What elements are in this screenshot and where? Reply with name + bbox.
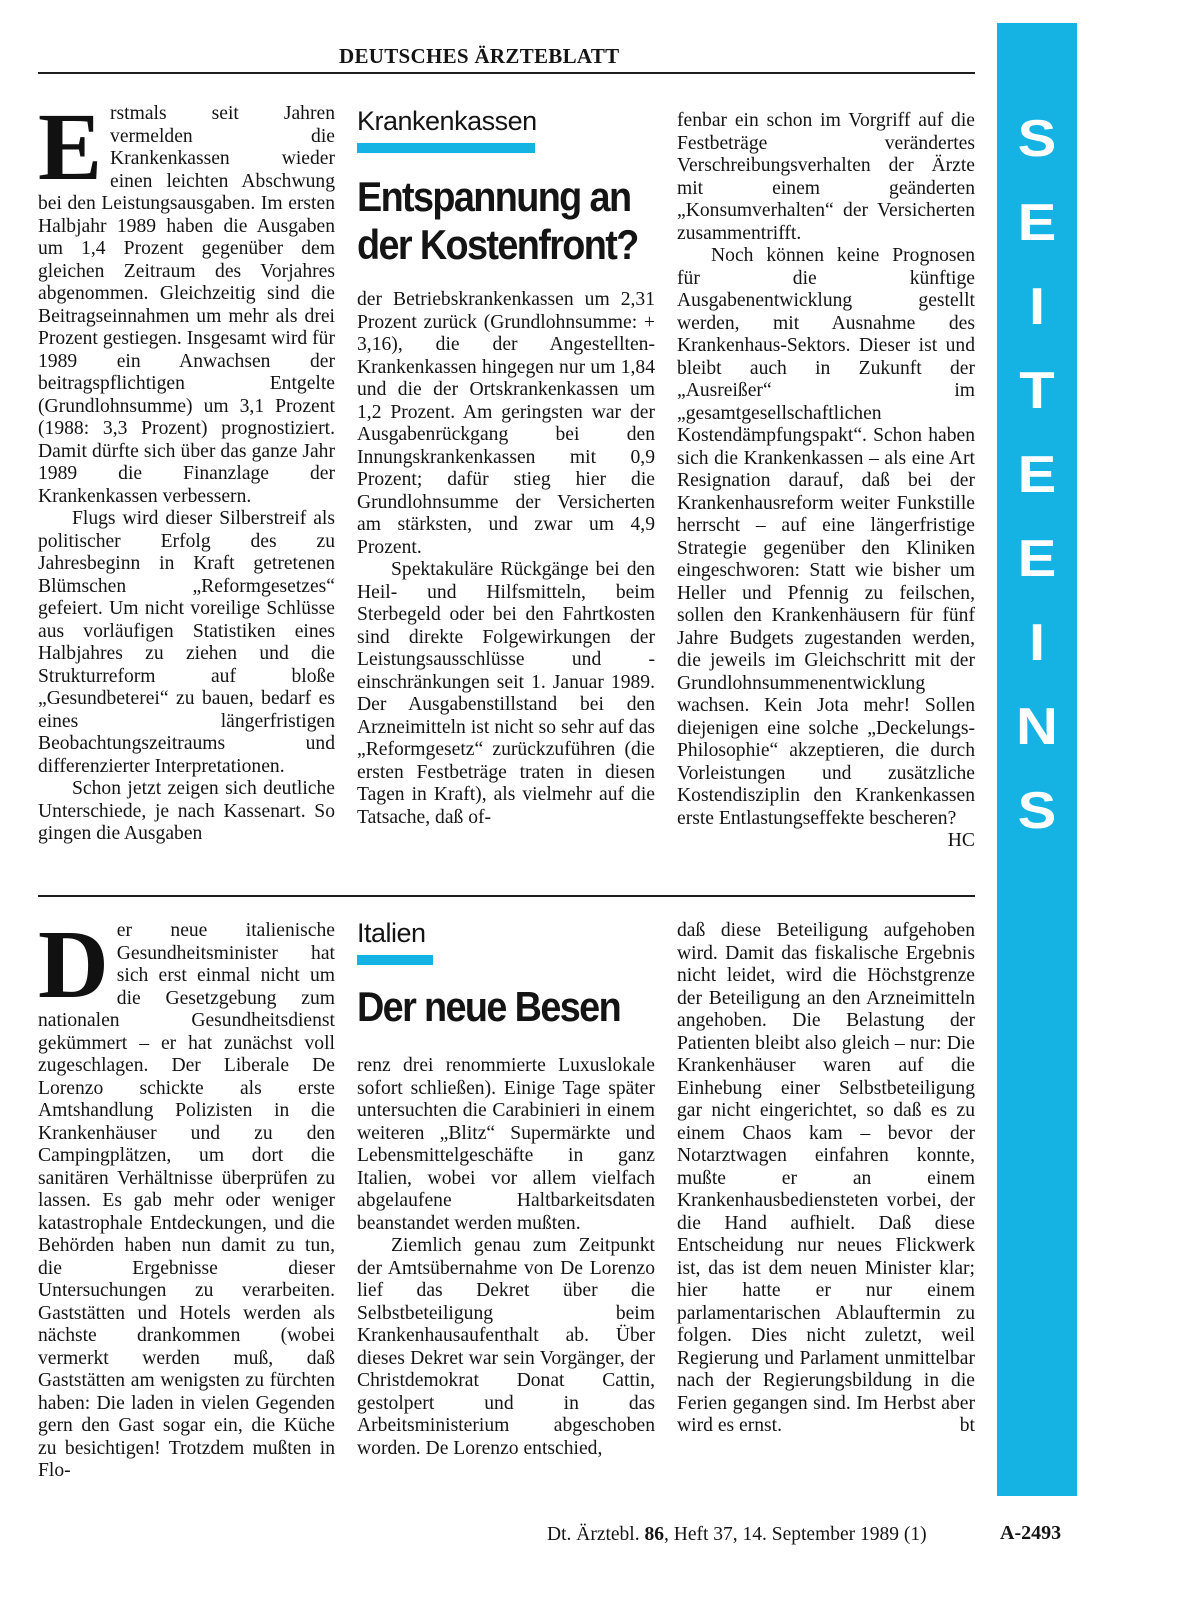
footer-journal: Dt. Ärztebl. <box>547 1524 640 1545</box>
article2-paragraph-text: daß diese Beteiligung aufgehoben wird. Damit das fiskalische Ergebnis nicht leidet, wird die Höchstgrenze der Beteiligung an den Arzneimitteln angehoben. Die Belastung der Patienten bleibt also gleich – nur: Die Krankenhäuser waren auf die Einhebung einer Selbstbeteiligung gar nicht eingerichtet, so daß es zu einem Chaos kam – bevor der Notarztwagen einfahren konnte, mußte er an einem Krankenhausbediensteten vorbei, der die Hand aufhielt. Daß diese Entscheidung nur neues Flickwerk ist, das ist dem neuen Minister klar; hier hatte er nur einem parlamentarischen Ablauftermin zu folgen. Dies nicht zuletzt, weil Regierung und Parlament unmittelbar nach der Regierungsbildung in die Ferien gegangen sind. Im Herbst aber wird es ernst. <box>677 920 975 1436</box>
sidebar-letter: I <box>1028 613 1046 672</box>
article1-header <box>357 106 657 269</box>
article1-kicker: Krankenkassen <box>357 106 537 136</box>
footer-volume: 86 <box>644 1524 664 1545</box>
kicker-bar <box>357 143 535 153</box>
article1-headline-line: Entspannung an <box>357 173 631 220</box>
article2-paragraph: renz drei renommierte Luxuslokale sofort schließen). Einige Tage später untersuchten die Carabinieri in einem weiteren „Blitz“ Supermärkte und Lebensmittelgeschäfte in ganz Italien, wobei vor allem vielfach abgelaufene Haltbarkeitsdaten beanstandet werden mußten. <box>357 1055 655 1234</box>
article1-paragraph: Spektakuläre Rückgänge bei den Heil- und Hilfsmitteln, beim Sterbegeld oder bei den Fahrtkosten sind direkte Folgewirkungen der Leistungsausschlüsse und -einschränkungen seit 1. Januar 1989. Der Ausgabenstillstand bei den Arzneimitteln ist nicht so sehr auf das „Reformgesetz“ zurückzuführen (die ersten Festbeträge traten in diesen Tagen in Kraft), als vielmehr auf die Tatsache, daß of- <box>357 559 655 828</box>
article1-paragraph: der Betriebskrankenkassen um 2,31 Prozent zurück (Grundlohnsumme: + 3,16), die der Angestellten-Krankenkassen hingegen nur um 1,84 und die der Ortskrankenkassen um 1,2 Prozent. Am geringsten war der Ausgabenrückgang bei den Innungskrankenkassen mit 0,9 Prozent; dafür stieg hier die Grundlohnsumme der Versicherten am stärksten, und zwar um 4,9 Prozent. <box>357 289 655 558</box>
article2-paragraph <box>677 920 975 1438</box>
article-divider <box>38 895 975 897</box>
article1-paragraph <box>677 245 975 851</box>
article1-dropcap: E <box>38 93 103 200</box>
seite-eins-sidebar <box>997 23 1077 1496</box>
article1-column-3 <box>677 110 975 853</box>
article1-column-2 <box>357 289 655 829</box>
article1-column-1 <box>38 93 335 846</box>
page-number: A-2493 <box>1000 1522 1062 1544</box>
article2-dropcap: D <box>38 911 109 1019</box>
article2-column-1 <box>38 911 335 1483</box>
masthead-rule <box>38 72 975 74</box>
article1-paragraph: rstmals seit Jahren vermelden die Krankenkassen wieder einen leichten Abschwung bei den Leistungsausgaben. Im ersten Halbjahr 1989 haben die Ausgaben um 1,4 Prozent gegenüber dem gleichen Zeitraum des Vorjahres abgenommen. Gleichzeitig sind die Beitragseinnahmen um mehr als drei Prozent gestiegen. Insgesamt wird für 1989 ein Anwachsen der beitragspflichtigen Entgelte (Grundlohnsumme) um 3,1 Prozent (1988: 3,3 Prozent) prognostiziert. Damit dürfte sich über das ganze Jahr 1989 die Finanzlage der Krankenkassen verbessern. <box>38 103 335 507</box>
sidebar-letter: S <box>1017 781 1057 840</box>
article2-headline: Der neue Besen <box>357 983 621 1030</box>
masthead: DEUTSCHES ÄRZTEBLATT <box>339 44 620 68</box>
sidebar-letter: N <box>1016 697 1058 756</box>
sidebar-letter: E <box>1017 529 1057 588</box>
article1-paragraph: Schon jetzt zeigen sich deutliche Unterschiede, je nach Kassenart. So gingen die Ausgaben <box>38 778 335 844</box>
sidebar-letter: E <box>1017 445 1057 504</box>
sidebar-letter: T <box>1019 361 1055 420</box>
footer-issue: , Heft 37, 14. September 1989 (1) <box>663 1524 927 1545</box>
article2-column-2 <box>357 1055 655 1460</box>
article2-signature: bt <box>959 1415 975 1436</box>
sidebar-letter: S <box>1017 109 1057 168</box>
article1-paragraph: fenbar ein schon im Vorgriff auf die Festbeträge verändertes Verschreibungsverhalten der Ärzte mit einem geänderten „Konsumverhalten“ der Versicherten zusammentrifft. <box>677 110 975 244</box>
article2-header <box>357 918 657 1031</box>
article1-paragraph-text: Noch können keine Prognosen für die künftige Ausgabenentwicklung gestellt werden, mit Ausnahme des Krankenhaus-Sektors. Dieser ist und bleibt auch in Zukunft der „Ausreißer“ im „gesamtgesellschaftlichen Kostendämpfungspakt“. Schon haben sich die Krankenkassen – als eine Art Resignation darauf, daß bei der Krankenhausreform weiter Funkstille herrscht – auf eine längerfristige Strategie gegenüber den Kliniken eingeschworen: Statt wie bisher um Heller und Pfennig zu feilschen, sollen den Krankenhäusern für fünf Jahre Budgets zugestanden werden, die jeweils im Gleichschritt mit der Grundlohnsummenentwicklung wachsen. Kein Jota mehr! Sollen diejenigen eine solche „Deckelungs-Philosophie“ akzeptieren, die durch Vorleistungen und zusätzliche Kostendisziplin den Krankenkassen erste Entlastungseffekte bescheren? <box>677 245 975 829</box>
article1-signature: HC <box>947 830 975 851</box>
article2-column-3 <box>677 920 975 1438</box>
article1-paragraph: Flugs wird dieser Silberstreif als politischer Erfolg des zu Jahresbeginn in Kraft getretenen Blümschen „Reformgesetzes“ gefeiert. Um nicht voreilige Schlüsse aus vorläufigen Statistiken eines Halbjahres zu ziehen und die Strukturreform auf bloße „Gesundbeterei“ zu bauen, bedarf es eines längerfristigen Beobachtungszeitraums und differenzierter Interpretationen. <box>38 508 335 777</box>
article2-paragraph: er neue italienische Gesundheitsminister hat sich erst einmal nicht um die Gesetzgebung zum nationalen Gesundheitsdienst gekümmert – er hat zunächst voll zugeschlagen. Der Liberale De Lorenzo schickte als erste Amtshandlung Polizisten in die Krankenhäuser und zu den Campingplätzen, um dort die sanitären Verhältnisse überprüfen zu lassen. Es gab mehr oder weniger katastrophale Entdeckungen, und die Behörden haben nun damit zu tun, die Ergebnisse dieser Untersuchungen zu verarbeiten. Gaststätten und Hotels werden als nächste drankommen (wobei vermerkt werden muß, daß Gaststätten am wenigsten zu fürchten haben: Die laden in vielen Gegenden gern den Gast sogar ein, die Küche zu besichtigen! Trotzdem mußten in Flo- <box>38 920 335 1481</box>
article2-kicker: Italien <box>357 918 426 948</box>
article1-headline <box>357 173 638 269</box>
citation-footer <box>547 1524 927 1546</box>
sidebar-letter: I <box>1028 277 1046 336</box>
kicker-bar <box>357 955 433 965</box>
sidebar-letter: E <box>1017 193 1057 252</box>
article1-headline-line: der Kostenfront? <box>357 221 638 268</box>
article2-paragraph: Ziemlich genau zum Zeitpunkt der Amtsübernahme von De Lorenzo lief das Dekret über die Selbstbeteiligung beim Krankenhausaufenthalt ab. Über dieses Dekret war sein Vorgänger, der Christdemokrat Donat Cattin, gestolpert und in das Arbeitsministerium abgeschoben worden. De Lorenzo entschied, <box>357 1235 655 1459</box>
